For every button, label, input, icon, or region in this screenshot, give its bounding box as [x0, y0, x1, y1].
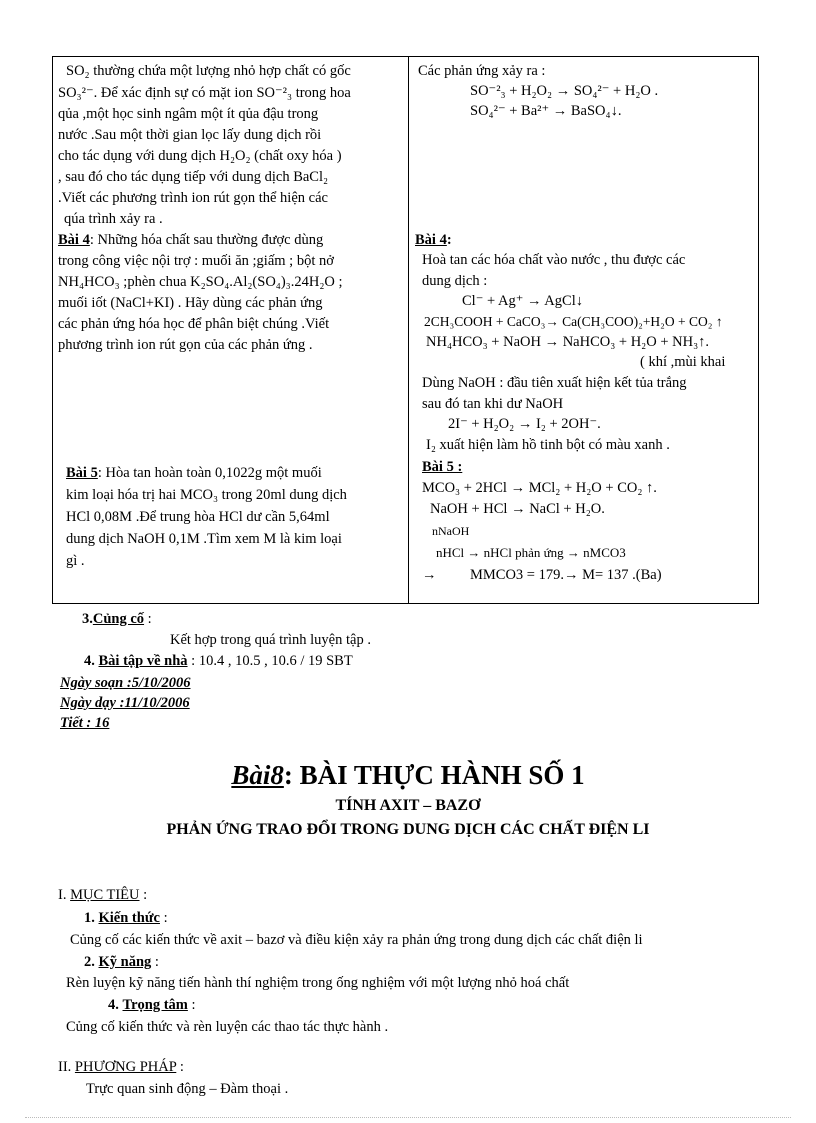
right-line: SO₄²⁻ + Ba²⁺ → BaSO₄↓. — [470, 103, 622, 119]
lesson-period: Tiết : 16 — [60, 715, 110, 731]
date-prepared: Ngày soạn :5/10/2006 — [60, 675, 191, 691]
section-colon: : — [144, 611, 152, 627]
right-line: Hoà tan các hóa chất vào nước , thu được các — [422, 252, 686, 268]
section-number: 4. — [84, 653, 95, 669]
answer-4-colon: : — [446, 232, 452, 248]
subsection-skills — [84, 953, 159, 971]
right-line: ( khí ,mùi khai — [640, 354, 726, 370]
left-line: phương trình ion rút gọn của các phản ứng . — [58, 337, 313, 353]
focus-text: Củng cố kiến thức và rèn luyện các thao tác thực hành . — [66, 1019, 389, 1035]
exercise-4-text: : Những hóa chất sau thường được dùng — [89, 232, 324, 248]
subtitle-2: PHẢN ỨNG TRAO ĐỔI TRONG DUNG DỊCH CÁC CHẤT ĐIỆN LI — [166, 821, 650, 838]
section-homework — [84, 652, 353, 670]
left-line: các phản ứng hóa học để phân biệt chúng .Viết — [58, 316, 330, 332]
homework-text: : 10.4 , 10.5 , 10.6 / 19 SBT — [187, 653, 353, 669]
right-line: I₂ xuất hiện làm hồ tinh bột có màu xanh . — [426, 437, 670, 453]
section-title: Củng cố — [92, 611, 145, 627]
left-line: qủa ,một học sinh ngâm một ít qủa đậu trong — [58, 106, 319, 122]
subsection-number: 2. — [84, 954, 95, 970]
subsection-colon: : — [159, 910, 168, 926]
exercise-5-label: Bài 5 — [66, 465, 98, 481]
left-line: .Viết các phương trình ion rút gọn thể hiện các — [58, 190, 328, 206]
section-objectives — [58, 886, 147, 904]
section-colon: : — [139, 887, 148, 903]
left-line: dung dịch NaOH 0,1M .Tìm xem M là kim loại — [66, 531, 342, 547]
skills-text: Rèn luyện kỹ năng tiến hành thí nghiệm trong ống nghiệm với một lượng nhỏ hoá chất — [66, 975, 570, 991]
subsection-colon: : — [151, 954, 159, 970]
right-line: Dùng NaOH : đầu tiên xuất hiện kết tủa trắng — [422, 375, 687, 391]
right-line: nHCl → nHCl phản ứng → nMCO3 — [436, 545, 626, 560]
left-line: nước .Sau một thời gian lọc lấy dung dịch rồi — [58, 127, 322, 143]
subsection-colon: : — [187, 997, 196, 1013]
right-line: NaOH + HCl → NaCl + H₂O. — [430, 501, 605, 517]
right-line: MCO₃ + 2HCl → MCl₂ + H₂O + CO₂ ↑. — [422, 480, 657, 496]
right-line: → — [422, 567, 437, 583]
subsection-title: Trọng tâm — [122, 997, 188, 1013]
section-title: PHƯƠNG PHÁP — [74, 1059, 177, 1075]
section-number: I. — [58, 887, 67, 903]
right-line: MMCO3 = 179.→ M= 137 .(Ba) — [470, 567, 662, 583]
left-line: SO₂ thường chứa một lượng nhỏ hợp chất có gốc — [66, 63, 351, 79]
subsection-title: Kiến thức — [98, 910, 160, 926]
right-line: Cl⁻ + Ag⁺ → AgCl↓ — [462, 293, 583, 309]
title-text: BÀI THỰC HÀNH SỐ 1 — [292, 760, 585, 790]
left-line: gì . — [66, 553, 85, 569]
page-title — [0, 758, 816, 792]
answer-5-label: Bài 5 : — [422, 459, 463, 475]
exercise-5-text: : Hòa tan hoàn toàn 0,1022g một muối — [97, 465, 322, 481]
title-colon: : — [283, 760, 293, 790]
lesson-number: Bài8 — [231, 760, 284, 790]
table-column-divider — [408, 56, 409, 604]
right-line — [415, 231, 452, 249]
section-methods — [58, 1058, 184, 1076]
right-line: 2CH₃COOH + CaCO₃→ Ca(CH₃COO)₂+H₂O + CO₂ ↑ — [424, 314, 723, 329]
subsection-title: Kỹ năng — [98, 954, 152, 970]
right-line: NH₄HCO₃ + NaOH → NaHCO₃ + H₂O + NH₃↑. — [426, 334, 709, 350]
exercise-4-label: Bài 4 — [58, 232, 90, 248]
section-title: MỤC TIÊU — [70, 887, 140, 903]
knowledge-text: Củng cố các kiến thức về axit – bazơ và điều kiện xảy ra phản ứng trong dung dịch các chất điện li — [70, 932, 643, 948]
section-number: II. — [58, 1059, 72, 1075]
date-taught: Ngày dạy :11/10/2006 — [60, 695, 190, 711]
consolidation-text: Kết hợp trong quá trình luyện tập . — [170, 632, 371, 648]
answer-4-label: Bài 4 — [415, 232, 447, 248]
right-line: Các phản ứng xảy ra : — [418, 63, 546, 79]
subsection-focus — [108, 996, 196, 1014]
subsection-number: 1. — [84, 910, 95, 926]
subtitle-1: TÍNH AXIT – BAZƠ — [335, 797, 481, 814]
page-footer-divider — [25, 1117, 791, 1118]
right-line: nNaOH — [432, 524, 470, 538]
section-number: 3. — [82, 611, 93, 627]
left-line: SO₃²⁻. Để xác định sự có mặt ion SO⁻²₃ trong hoa — [58, 85, 351, 101]
left-line — [58, 231, 323, 249]
right-line: dung dịch : — [422, 273, 488, 289]
left-line — [66, 464, 322, 482]
left-line: , sau đó cho tác dụng tiếp với dung dịch BaCl₂ — [58, 169, 329, 185]
right-line: sau đó tan khi dư NaOH — [422, 396, 564, 412]
subsection-knowledge — [84, 909, 168, 927]
left-line: cho tác dụng với dung dịch H₂O₂ (chất oxy hóa ) — [58, 148, 342, 164]
left-line: kim loại hóa trị hai MCO₃ trong 20ml dung dịch — [66, 487, 347, 503]
section-title: Bài tập về nhà — [98, 653, 188, 669]
methods-text: Trực quan sinh động – Đàm thoại . — [86, 1081, 289, 1097]
section-consolidation — [82, 610, 152, 628]
left-line: muối iốt (NaCl+KI) . Hãy dùng các phản ứng — [58, 295, 323, 311]
right-line: 2I⁻ + H₂O₂ → I₂ + 2OH⁻. — [448, 416, 601, 432]
section-colon: : — [176, 1059, 184, 1075]
subsection-number: 4. — [108, 997, 119, 1013]
left-line: HCl 0,08M .Để trung hòa HCl dư cần 5,64ml — [66, 509, 330, 525]
right-line: SO⁻²₃ + H₂O₂ → SO₄²⁻ + H₂O . — [470, 83, 659, 99]
left-line: trong công việc nội trợ : muối ăn ;giấm ; bột nở — [58, 253, 334, 269]
left-line: qúa trình xảy ra . — [64, 211, 163, 227]
left-line: NH₄HCO₃ ;phèn chua K₂SO₄.Al₂(SO₄)₃.24H₂O ; — [58, 274, 343, 290]
